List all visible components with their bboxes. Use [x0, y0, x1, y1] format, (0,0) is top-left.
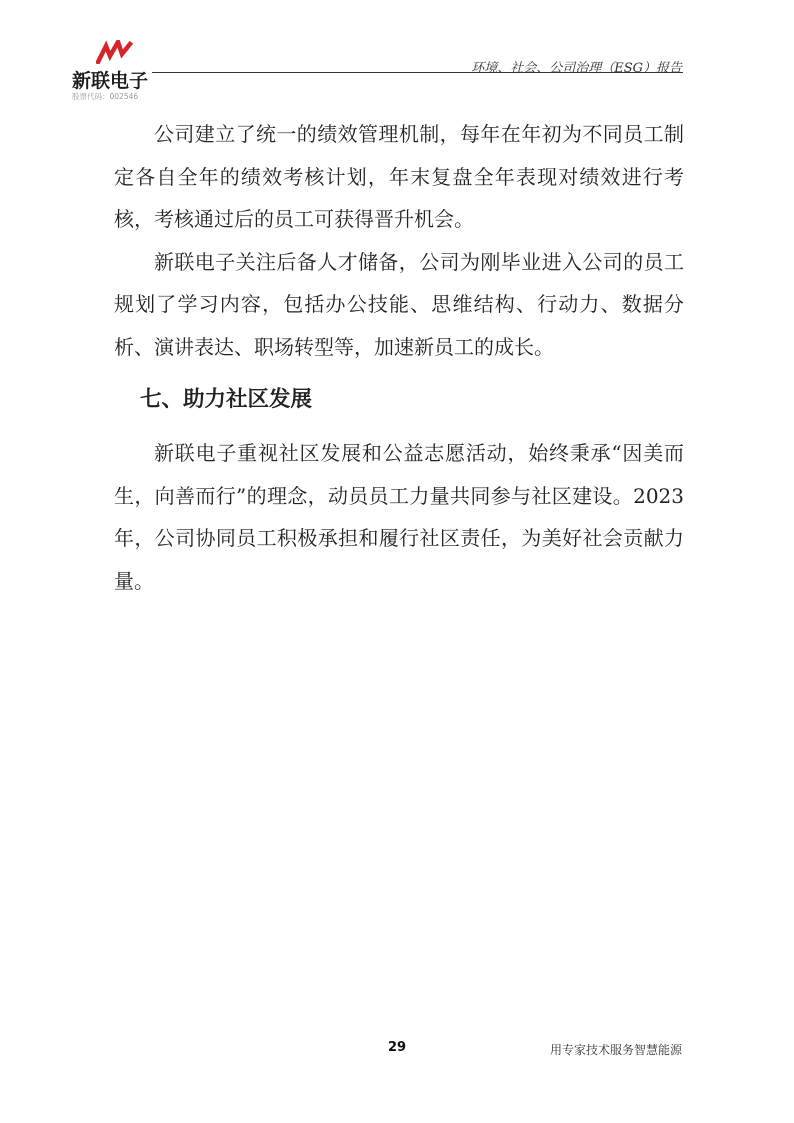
page-header [0, 0, 794, 110]
paragraph-performance: 公司建立了统一的绩效管理机制，每年在年初为不同员工制定各自全年的绩效考核计划，年末复盘全年表现对绩效进行考核，考核通过后的员工可获得晋升机会。 [114, 122, 684, 231]
logo-mark-icon [96, 40, 136, 64]
stock-code: 股票代码：002546 [72, 92, 139, 101]
paragraph-community: 新联电子重视社区发展和公益志愿活动，始终秉承“因美而生，向善而行”的理念，动员员工力量共同参与社区建设。2023年，公司协同员工积极承担和履行社区责任，为美好社会贡献力量。 [114, 441, 684, 593]
page-number: 29 [387, 1040, 407, 1055]
section-heading: 七、助力社区发展 [140, 387, 313, 412]
logo-text: 新联电子 [72, 70, 149, 92]
report-title: 环境、社会、公司治理（ESG）报告 [471, 61, 682, 76]
company-logo [72, 40, 162, 102]
page-body [114, 113, 684, 602]
footer-slogan: 用专家技术服务智慧能源 [549, 1043, 682, 1057]
paragraph-talent-reserve: 新联电子关注后备人才储备，公司为刚毕业进入公司的员工规划了学习内容，包括办公技能、思维结构、行动力、数据分析、演讲表达、职场转型等，加速新员工的成长。 [114, 249, 684, 359]
